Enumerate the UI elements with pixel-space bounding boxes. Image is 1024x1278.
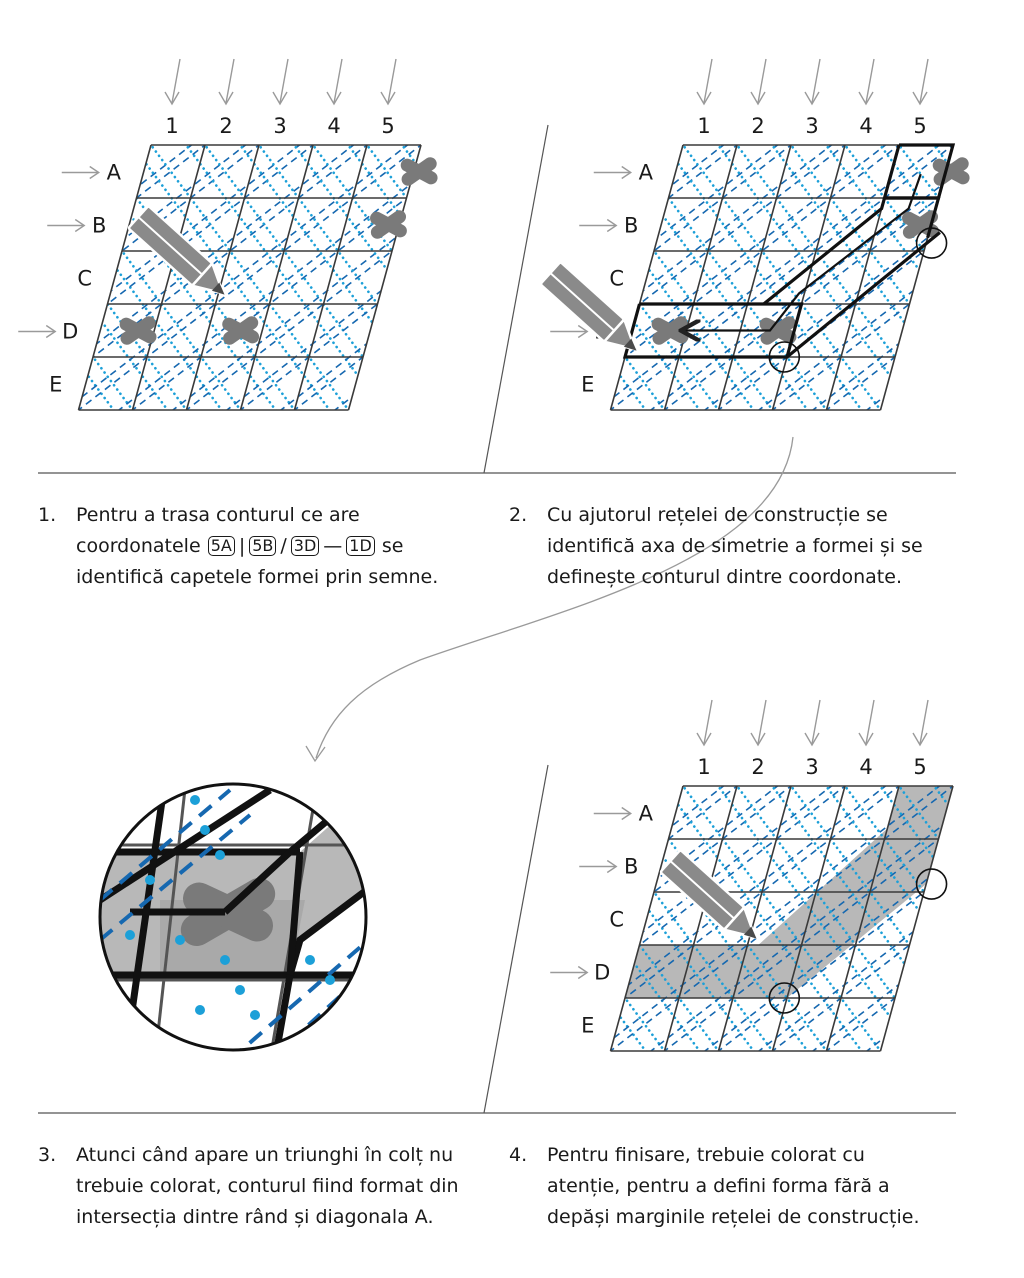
row-label: E [49, 372, 63, 397]
separator: ∕ [280, 535, 287, 557]
dashed-diagonal [0, 92, 206, 463]
step-text-line: identifică capetele formei prin semne. [76, 566, 439, 588]
dotted-diagonal [93, 92, 370, 463]
construction-dot [195, 1005, 205, 1015]
row-label: C [609, 907, 625, 932]
dashed-diagonal [799, 92, 1024, 463]
column-label: 5 [913, 755, 927, 779]
dotted-diagonal [255, 92, 531, 463]
dotted-diagonal [752, 92, 1024, 463]
dotted-diagonal [0, 92, 118, 463]
row-label: E [581, 1013, 595, 1038]
step-number: 3. [38, 1144, 57, 1166]
grid-column-line [665, 145, 738, 410]
column-label: 3 [273, 114, 287, 138]
dashed-diagonal [51, 92, 531, 463]
row-label: C [609, 266, 625, 291]
step-number: 2. [509, 504, 528, 526]
connector-arrow [316, 437, 793, 758]
row-label: D [62, 319, 79, 344]
dashed-diagonal [745, 733, 1024, 1104]
step-text-line: Pentru finisare, trebuie colorat cu [547, 1144, 865, 1166]
column-label: 1 [165, 114, 179, 138]
step-text-line: depăși marginile rețelei de construcție. [547, 1206, 920, 1228]
step-number: 1. [38, 504, 57, 526]
dotted-diagonal [517, 733, 794, 1104]
step-text-line: trebuie colorat, conturul fiind format din [76, 1175, 459, 1197]
dotted-diagonal [841, 92, 1024, 463]
cross-mark-icon [117, 314, 158, 348]
construction-dot [190, 795, 200, 805]
step-text-line: intersecția dintre rând și diagonala A. [76, 1206, 434, 1228]
dotted-diagonal [914, 92, 1024, 463]
coordinate-badge: 1D [346, 536, 375, 556]
dotted-diagonal [733, 92, 1010, 463]
coordinate-badge: 3D [291, 536, 320, 556]
dotted-diagonal [1003, 92, 1024, 463]
cross-mark-icon [930, 155, 971, 189]
dotted-diagonal [355, 92, 631, 463]
step-text-line: identifică axa de simetrie a formei și se [547, 535, 923, 557]
construction-dot [305, 955, 315, 965]
dashed-diagonal [583, 92, 1024, 463]
row-label: D [594, 960, 611, 985]
column-label: 4 [327, 114, 341, 138]
step-text-line: Pentru a trasa conturul ce are [76, 504, 360, 526]
dotted-diagonal [679, 92, 956, 463]
construction-dot [235, 985, 245, 995]
row-label: A [638, 801, 653, 826]
grid-column-line [241, 145, 314, 410]
column-label: 4 [859, 114, 873, 138]
magnifier-circle [90, 780, 380, 1060]
dashed-diagonal [691, 92, 1024, 463]
column-label: 5 [913, 114, 927, 138]
column-label: 2 [751, 755, 765, 779]
dotted-diagonal [274, 92, 551, 463]
dotted-diagonal [625, 92, 902, 463]
separator: | [238, 535, 246, 557]
dotted-diagonal [463, 92, 739, 463]
column-label: 2 [751, 114, 765, 138]
row-label: B [92, 213, 107, 238]
dashed-diagonal [105, 92, 585, 463]
dotted-diagonal [1003, 733, 1024, 1104]
column-label: 4 [859, 755, 873, 779]
row-label: C [77, 266, 93, 291]
row-label: B [624, 854, 639, 879]
grid-panel [0, 59, 854, 463]
column-label: 1 [697, 755, 711, 779]
dashed-diagonal [637, 92, 1024, 463]
dotted-diagonal [949, 92, 1024, 463]
dotted-diagonal [0, 92, 64, 463]
dotted-diagonal [363, 92, 639, 463]
coord-prefix: coordonatele [76, 535, 201, 557]
dashed-diagonal [64, 92, 544, 463]
step-text-line: atenție, pentru a defini forma fără a [547, 1175, 890, 1197]
dotted-diagonal [409, 733, 685, 1104]
coordinate-badge: 5A [208, 536, 235, 556]
panel-separator-bottom [484, 765, 548, 1113]
row-label: E [581, 372, 595, 397]
dashed-diagonal [907, 92, 1024, 463]
column-label: 5 [381, 114, 395, 138]
lens-content [90, 780, 380, 1060]
column-label: 1 [697, 114, 711, 138]
step-text-line: Atunci când apare un triunghi în colț nu [76, 1144, 454, 1166]
dotted-diagonal [895, 92, 1024, 463]
grid-column-line [773, 145, 846, 410]
row-label: A [638, 160, 653, 185]
dashed-diagonal [226, 92, 706, 463]
column-label: 3 [805, 114, 819, 138]
construction-lines [0, 92, 854, 463]
construction-dot [220, 955, 230, 965]
row-label: A [106, 160, 121, 185]
construction-dot [215, 850, 225, 860]
dotted-diagonal [949, 733, 1024, 1104]
column-label: 2 [219, 114, 233, 138]
grid-column-line [295, 145, 368, 410]
dotted-diagonal [806, 92, 1024, 463]
row-label: B [624, 213, 639, 238]
dotted-diagonal [463, 733, 739, 1104]
construction-dot [325, 975, 335, 985]
construction-dot [250, 1010, 260, 1020]
construction-dot [155, 785, 165, 795]
dotted-diagonal [355, 733, 631, 1104]
construction-dot [125, 930, 135, 940]
pencil-icon [660, 850, 766, 950]
dashed-diagonal [434, 92, 914, 463]
separator: — [323, 535, 343, 557]
column-label: 3 [805, 755, 819, 779]
step-text-line: definește conturul dintre coordonate. [547, 566, 902, 588]
dotted-diagonal [428, 733, 705, 1104]
cross-mark-icon [220, 314, 261, 348]
dashed-diagonal [0, 92, 314, 463]
construction-dot [200, 825, 210, 835]
construction-dot [145, 875, 155, 885]
construction-dot [175, 935, 185, 945]
connector-arrowhead [306, 746, 325, 761]
step-text-line: Cu ajutorul rețelei de construcție se [547, 504, 888, 526]
dotted-diagonal [968, 733, 1024, 1104]
grid-column-line [719, 145, 792, 410]
dashed-diagonal [172, 92, 652, 463]
dashed-diagonal [0, 92, 328, 463]
panel-separator-top [484, 125, 548, 473]
dashed-diagonal [0, 92, 274, 463]
dotted-diagonal [968, 92, 1024, 463]
coordinate-badge: 5B [249, 536, 276, 556]
pencil-icon [128, 206, 234, 306]
cross-mark-icon [398, 155, 439, 189]
coord-suffix: se [381, 535, 404, 557]
step-number: 4. [509, 1144, 528, 1166]
dotted-diagonal [201, 92, 478, 463]
pencil-icon [540, 262, 646, 362]
